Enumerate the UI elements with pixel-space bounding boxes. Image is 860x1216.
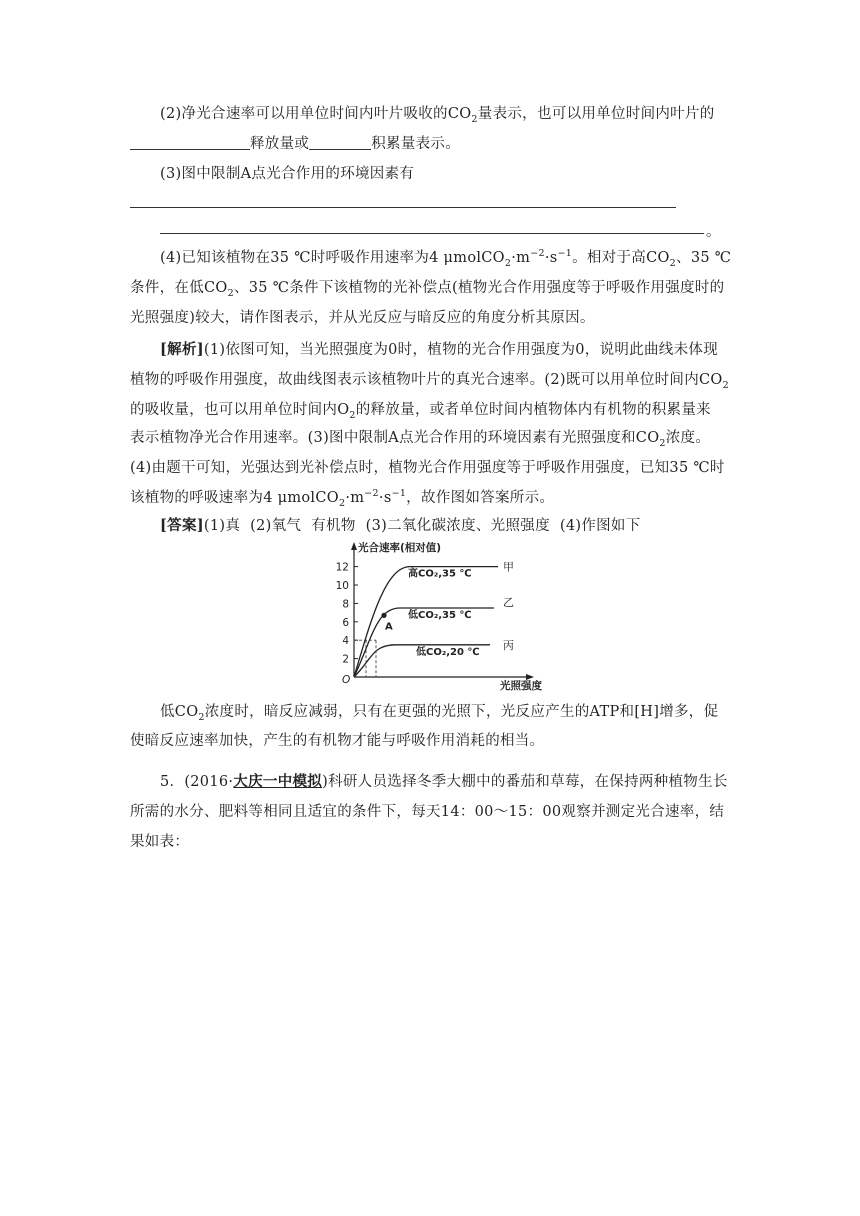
q5-line-3: 果如表： xyxy=(130,834,190,850)
analysis-line-6: 该植物的呼吸速率为4 $\mu molCO_2\cdot m^{-2}\cdot s^{-1}$，故作图如答案所示。 xyxy=(130,488,555,509)
answer-rule[interactable] xyxy=(130,207,676,208)
source-label: 大庆一中模拟 xyxy=(233,773,323,790)
q4-line-1: (4)已知该植物在35 ℃时呼吸作用速率为4 $\mu molCO_2\cdot m^{-2}\cdot s^{-1}$。相对于高$CO_2$、35 ℃ xyxy=(160,248,732,269)
analysis-tag: [解析] xyxy=(160,341,204,358)
y-tick-label: 10 xyxy=(335,580,349,592)
q4-line-3: 光照强度)较大，请作图表示，并从光反应与暗反应的角度分析其原因。 xyxy=(130,310,595,326)
y-axis-label: 光合速率(相对值) xyxy=(358,542,442,554)
y-tick-label: 4 xyxy=(342,635,349,648)
answer-line: [答案](1)真 (2)氧气 有机物 (3)二氧化碳浓度、光照强度 (4)作图如下 xyxy=(160,517,641,534)
q3-line: (3)图中限制A点光合作用的环境因素有 xyxy=(160,166,415,182)
origin-label: O xyxy=(342,674,351,686)
analysis-line-1: [解析](1)依图可知，当光照强度为0时，植物的光合作用强度为0，说明此曲线未体现 xyxy=(160,341,719,358)
analysis-line-3: 的吸收量，也可以用单位时间内$O_2$的释放量，或者单位时间内植物体内有机物的积累量来 xyxy=(130,402,711,421)
after-line-1: 低$CO_2$浓度时，暗反应减弱，只有在更强的光照下，光反应产生的ATP和[H]增多，促 xyxy=(160,704,719,723)
y-tick-label: 12 xyxy=(335,561,349,574)
series-name: 丙 xyxy=(503,638,514,652)
y-tick-label: 6 xyxy=(342,616,349,629)
point-a xyxy=(381,613,386,618)
analysis-line-2: 植物的呼吸作用强度，故曲线图表示该植物叶片的真光合速率。(2)既可以用单位时间内$CO_2$ xyxy=(130,372,729,391)
q4-line-2: 条件，在低$CO_2$、35 ℃条件下该植物的光补偿点(植物光合作用强度等于呼吸作用强度时的 xyxy=(130,280,725,299)
answer-blank[interactable] xyxy=(309,135,371,150)
answer-rule[interactable] xyxy=(160,233,704,234)
point-a-label: A xyxy=(385,621,393,633)
y-axis-arrow xyxy=(351,542,357,550)
x-axis-label: 光照强度 xyxy=(500,680,542,692)
y-tick-label: 2 xyxy=(342,653,349,666)
answer-tag: [答案] xyxy=(160,517,204,534)
q5-line-1: 5．(2016·大庆一中模拟)科研人员选择冬季大棚中的番茄和草莓，在保持两种植物生长 xyxy=(160,773,728,790)
analysis-line-5: (4)由题干可知，光强达到光补偿点时，植物光合作用强度等于呼吸作用强度，已知35 ℃时 xyxy=(130,460,725,476)
answer-blank[interactable] xyxy=(130,135,250,150)
after-line-2: 使暗反应速率加快，产生的有机物才能与呼吸作用消耗的相当。 xyxy=(130,733,545,749)
series-name: 甲 xyxy=(503,560,514,574)
analysis-line-4: 表示植物净光合作用速率。(3)图中限制A点光合作用的环境因素有光照强度和$CO_2$浓度。 xyxy=(130,430,711,449)
q3-end: 。 xyxy=(706,224,721,240)
y-tick-label: 8 xyxy=(342,598,349,611)
photosynthesis-chart xyxy=(320,536,550,698)
series-label: 高CO₂,35 ℃ xyxy=(408,568,472,580)
q5-line-2: 所需的水分、肥料等相同且适宜的条件下，每天14：00～15：00观察并测定光合速率，结 xyxy=(130,804,725,820)
q2-line-2: 释放量或 积累量表示。 xyxy=(130,134,460,154)
series-label: 低CO₂,20 ℃ xyxy=(416,646,480,658)
series-name: 乙 xyxy=(503,596,514,609)
q2-line-1: (2)净光合速率可以用单位时间内叶片吸收的$CO_2$量表示，也可以用单位时间内叶片的 xyxy=(160,106,715,125)
series-label: 低CO₂,35 ℃ xyxy=(408,610,472,621)
